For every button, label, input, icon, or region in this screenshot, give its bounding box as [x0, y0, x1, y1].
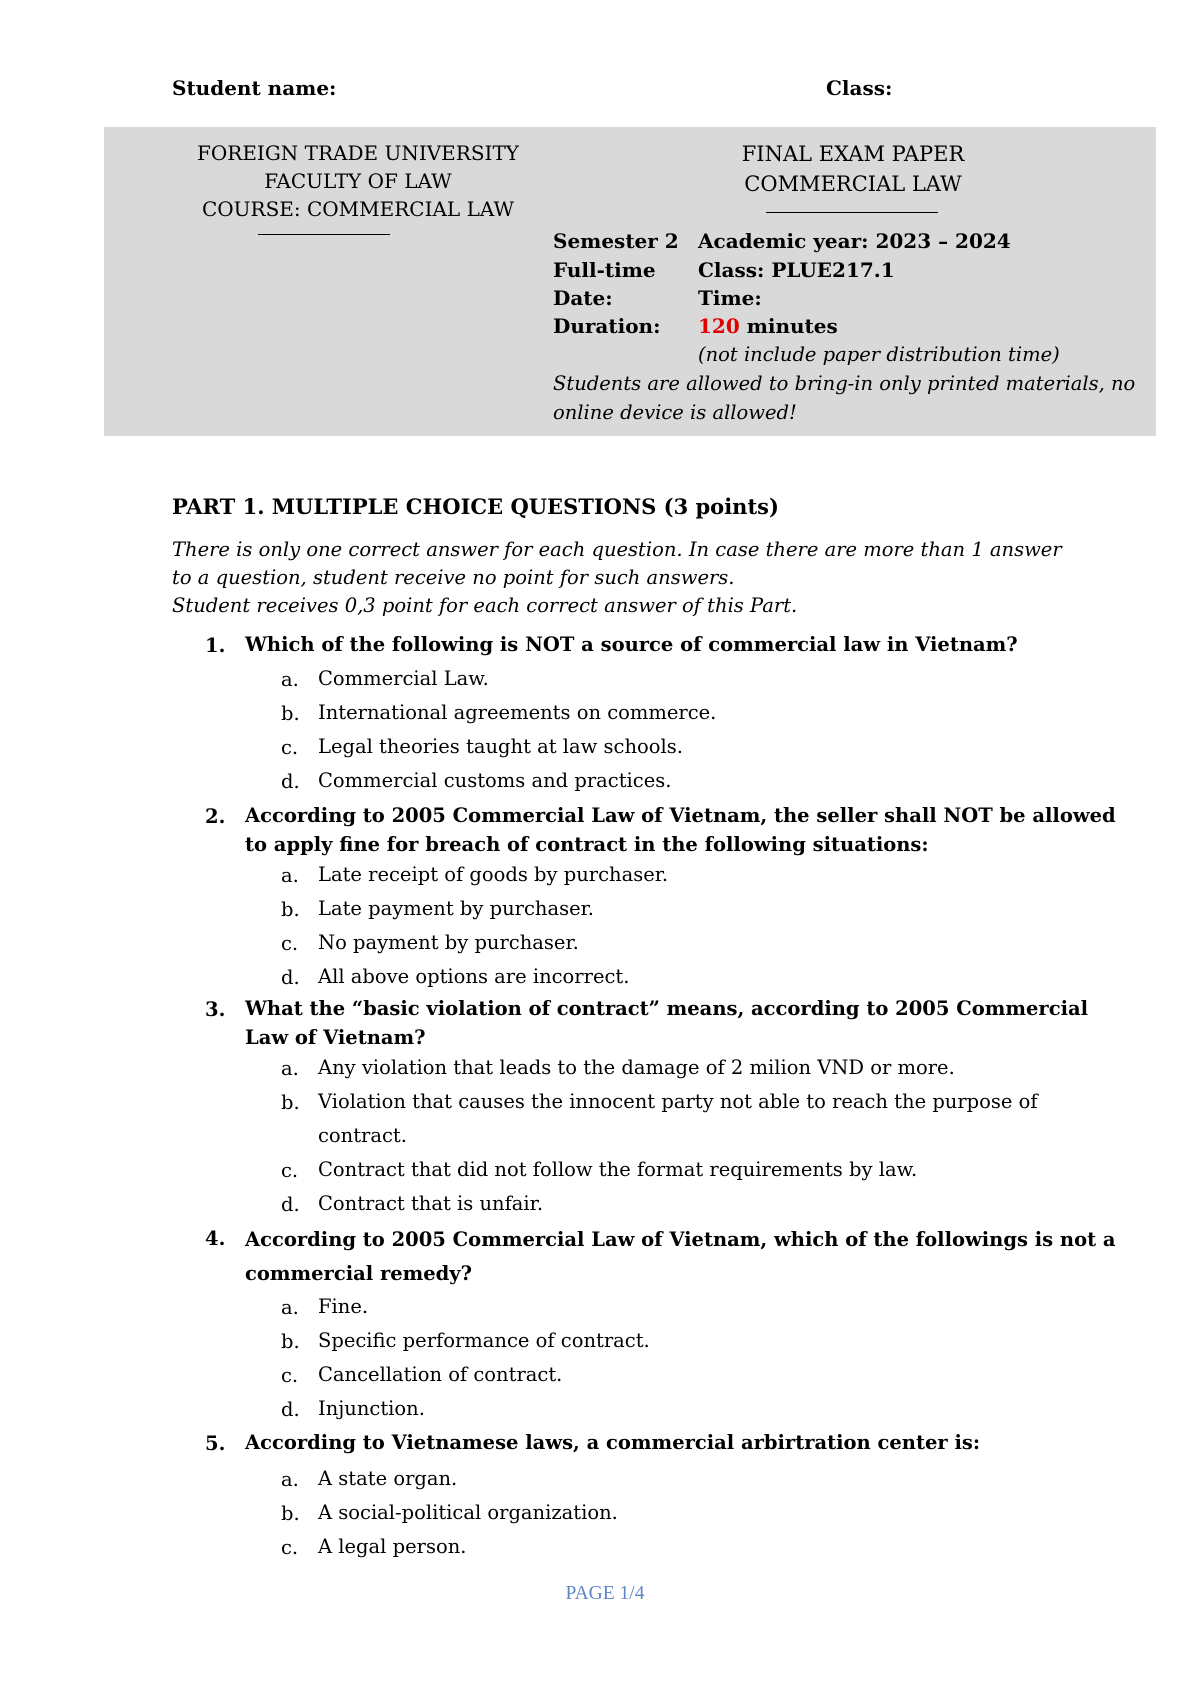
- duration-number: 120: [698, 314, 740, 338]
- option-text: All above options are incorrect.: [318, 965, 630, 988]
- question-text: According to 2005 Commercial Law of Vietnam, which of the followings is not a commercial remedy?: [245, 1228, 1116, 1285]
- question-number: 4.: [205, 1227, 226, 1250]
- divider: [766, 212, 938, 213]
- course-name: COURSE: COMMERCIAL LAW: [201, 197, 515, 221]
- duration-note: (not include paper distribution time): [698, 343, 1060, 366]
- option-letter: a.: [281, 1468, 299, 1491]
- part-intro-1: There is only one correct answer for each question. In case there are more than 1 answer: [172, 538, 1062, 561]
- duration-label: Duration:: [553, 314, 661, 338]
- date-label: Date:: [553, 286, 613, 310]
- option-letter: d.: [281, 1193, 300, 1216]
- option-text: Cancellation of contract.: [318, 1363, 563, 1386]
- option-letter: d.: [281, 770, 300, 793]
- option-letter: b.: [281, 898, 300, 921]
- option-text: A social-political organization.: [318, 1501, 618, 1524]
- option-letter: b.: [281, 1502, 300, 1525]
- option-text: Legal theories taught at law schools.: [318, 735, 683, 758]
- divider: [258, 234, 390, 235]
- option-text: Late payment by purchaser.: [318, 897, 594, 920]
- option-letter: a.: [281, 864, 299, 887]
- option-text: Fine.: [318, 1295, 369, 1318]
- page-number: PAGE 1/4: [565, 1583, 645, 1604]
- option-letter: a.: [281, 1296, 299, 1319]
- question-number: 3.: [205, 998, 226, 1021]
- part-intro-2: to a question, student receive no point for such answers.: [172, 566, 735, 589]
- question-text: According to 2005 Commercial Law of Vietnam, the seller shall NOT be allowed to apply fine for breach of contract in the following situations:: [245, 804, 1116, 856]
- question-number: 5.: [205, 1432, 226, 1455]
- option-letter: a.: [281, 1057, 299, 1080]
- option-text: Late receipt of goods by purchaser.: [318, 863, 669, 886]
- option-text: A state organ.: [318, 1467, 458, 1490]
- option-text: Commercial Law.: [318, 667, 489, 690]
- exam-title: FINAL EXAM PAPER: [741, 142, 965, 166]
- option-letter: c.: [281, 1159, 299, 1182]
- semester-label: Semester 2: [553, 229, 679, 253]
- class-label: Class:: [826, 76, 893, 100]
- mode-label: Full-time: [553, 258, 656, 282]
- option-text: A legal person.: [318, 1535, 467, 1558]
- question-text: What the “basic violation of contract” means, according to 2005 Commercial Law of Vietnam?: [245, 997, 1089, 1049]
- option-letter: b.: [281, 1091, 300, 1114]
- option-letter: b.: [281, 702, 300, 725]
- question-number: 2.: [205, 805, 226, 828]
- option-letter: d.: [281, 1398, 300, 1421]
- option-letter: b.: [281, 1330, 300, 1353]
- option-text: No payment by purchaser.: [318, 931, 579, 954]
- option-text: Injunction.: [318, 1397, 425, 1420]
- option-text: Any violation that leads to the damage of 2 milion VND or more.: [318, 1056, 955, 1079]
- option-letter: d.: [281, 966, 300, 989]
- question-number: 1.: [205, 634, 226, 657]
- question-text: Which of the following is NOT a source of commercial law in Vietnam?: [245, 633, 1018, 656]
- option-text: Commercial customs and practices.: [318, 769, 672, 792]
- faculty-name: FACULTY OF LAW: [264, 169, 452, 193]
- option-letter: a.: [281, 668, 299, 691]
- student-name-label: Student name:: [172, 76, 337, 100]
- question-text: According to Vietnamese laws, a commercial arbirtration center is:: [245, 1431, 981, 1454]
- option-text: Specific performance of contract.: [318, 1329, 650, 1352]
- option-letter: c.: [281, 736, 299, 759]
- duration-value: [698, 314, 838, 338]
- materials-note-1: Students are allowed to bring-in only printed materials, no: [553, 372, 1136, 395]
- part-intro-3: Student receives 0,3 point for each correct answer of this Part.: [172, 594, 798, 617]
- option-letter: c.: [281, 1536, 299, 1559]
- time-label: Time:: [698, 286, 762, 310]
- option-text: Contract that is unfair.: [318, 1192, 544, 1215]
- option-letter: c.: [281, 932, 299, 955]
- option-text: International agreements on commerce.: [318, 701, 717, 724]
- academic-year: Academic year: 2023 – 2024: [698, 229, 1011, 253]
- option-letter: c.: [281, 1364, 299, 1387]
- exam-subject: COMMERCIAL LAW: [744, 172, 962, 196]
- part-title: PART 1. MULTIPLE CHOICE QUESTIONS (3 points): [172, 494, 779, 519]
- materials-note-2: online device is allowed!: [553, 401, 797, 424]
- option-text: Contract that did not follow the format requirements by law.: [318, 1158, 918, 1181]
- university-name: FOREIGN TRADE UNIVERSITY: [196, 141, 519, 165]
- option-text: Violation that causes the innocent party not able to reach the purpose of contract.: [318, 1090, 1038, 1147]
- class-code: Class: PLUE217.1: [698, 258, 895, 282]
- duration-unit: minutes: [739, 314, 838, 338]
